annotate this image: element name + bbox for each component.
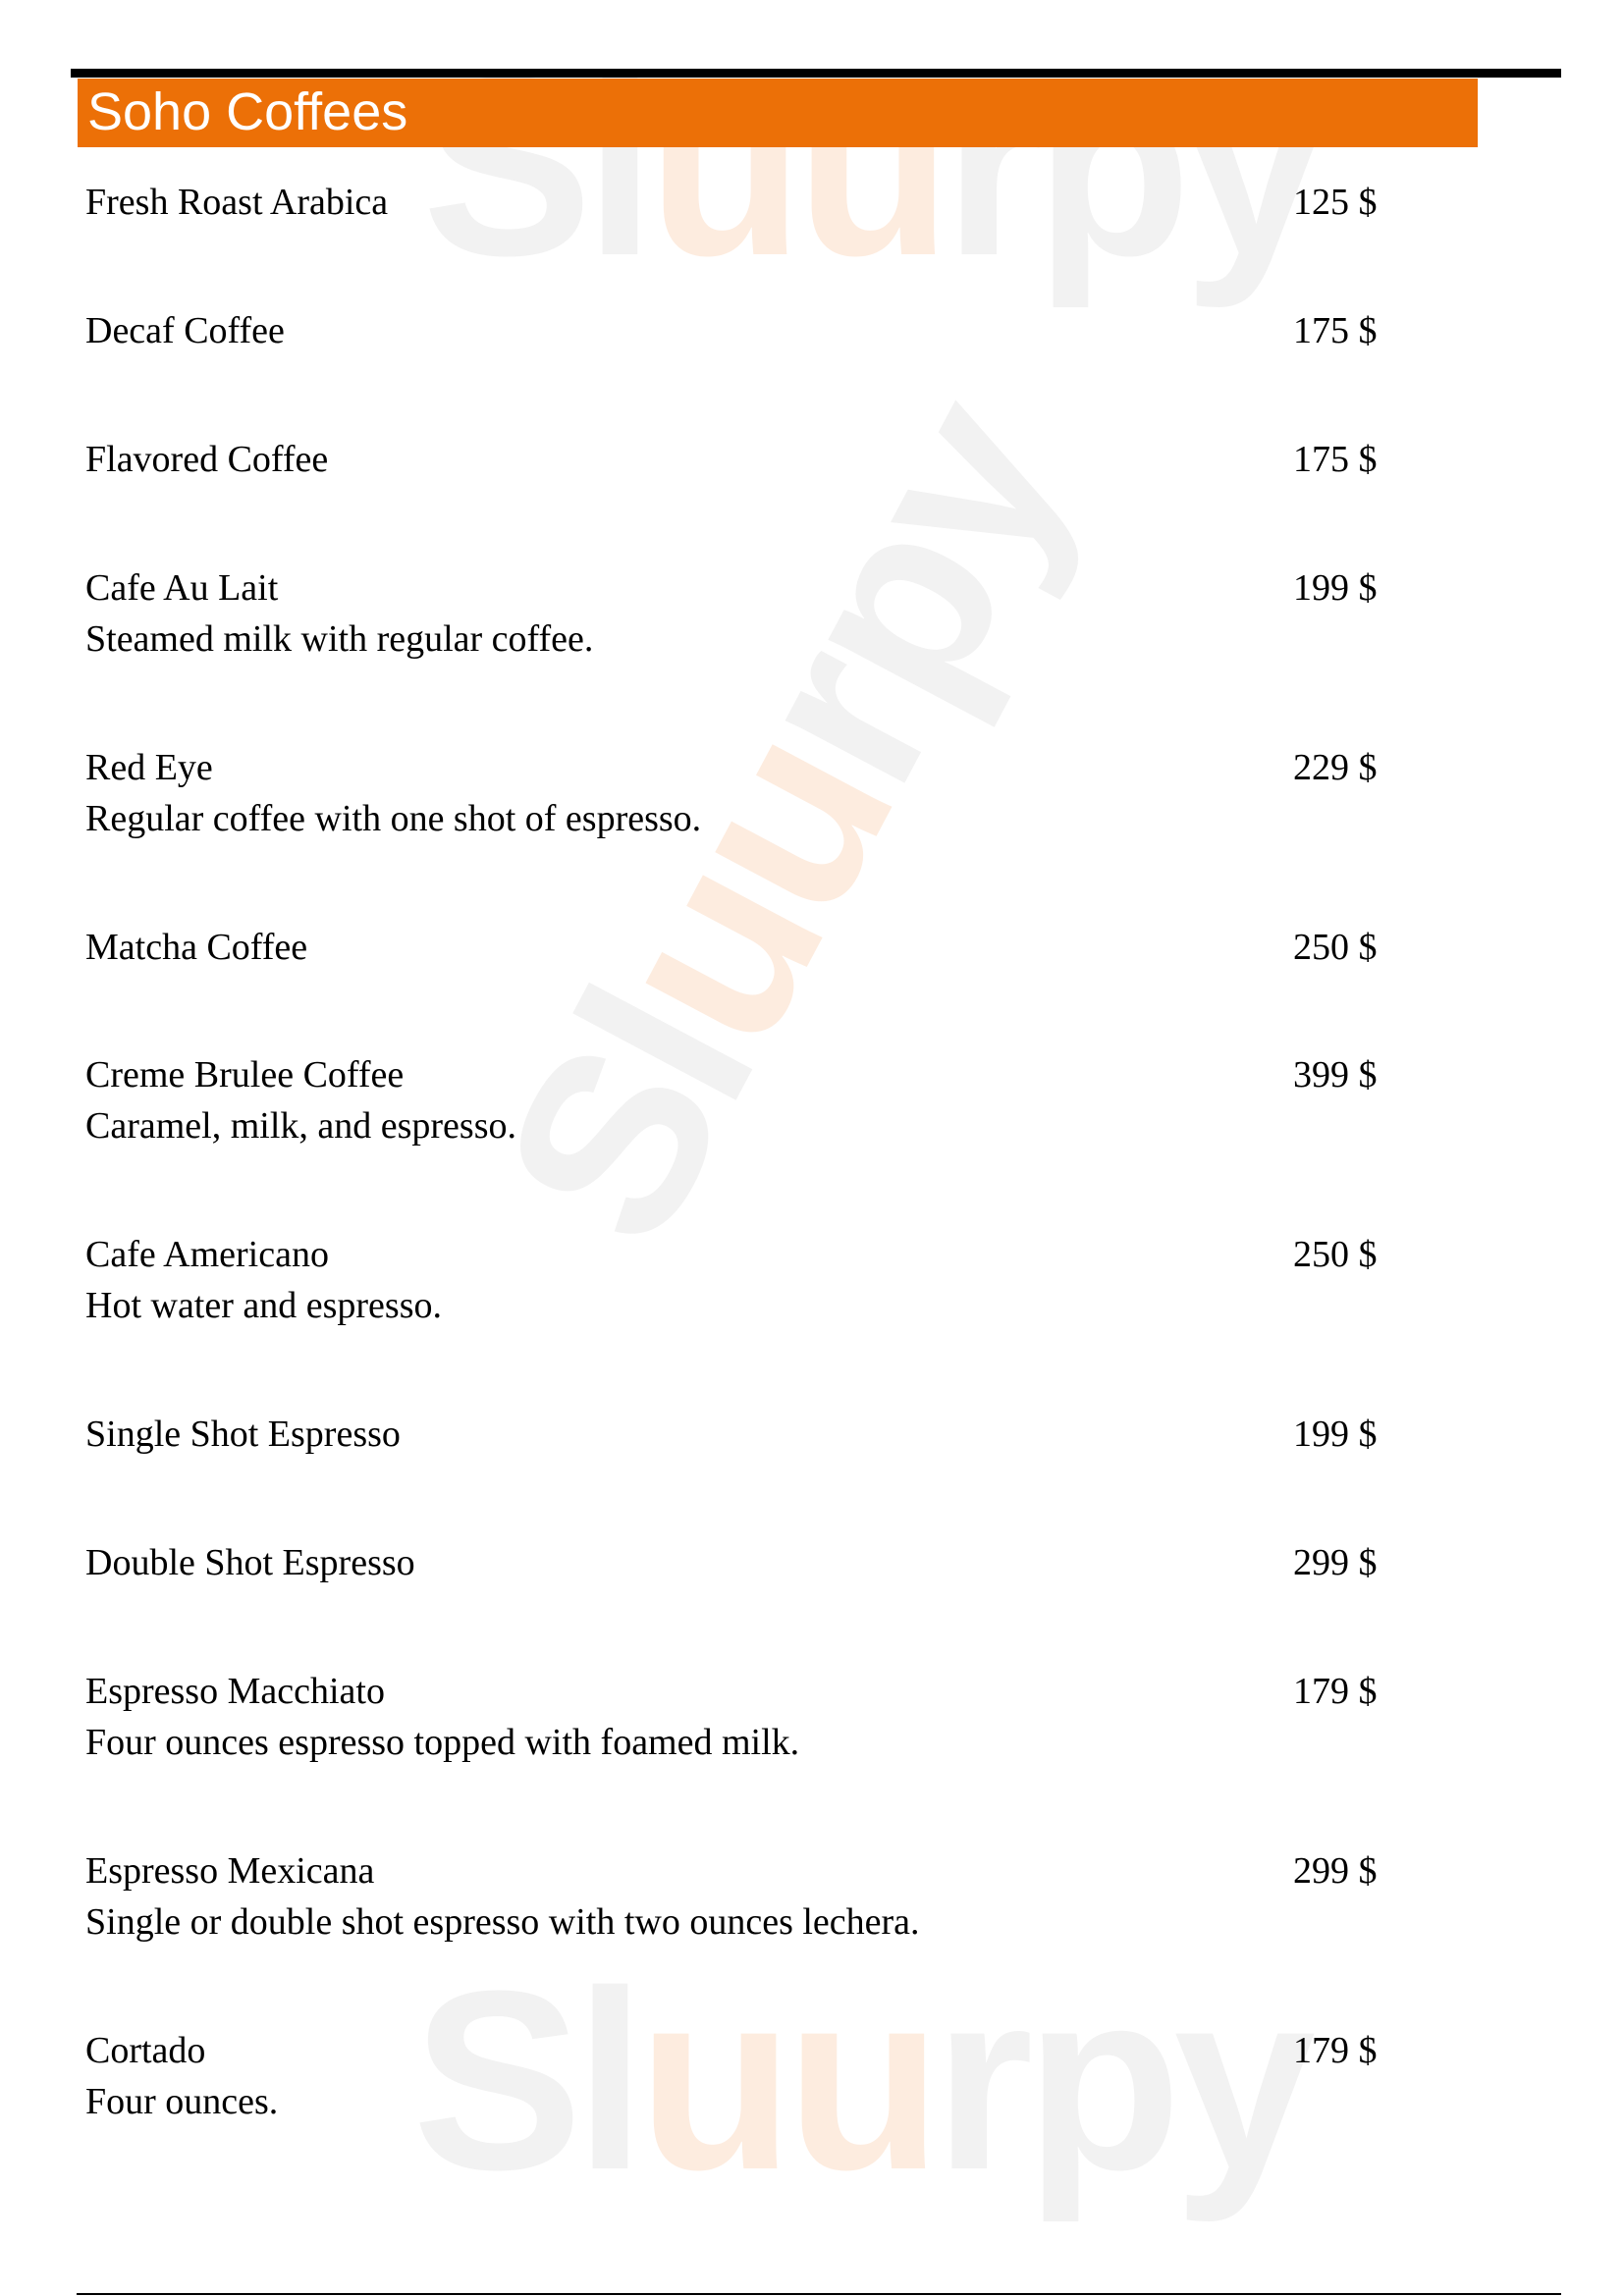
- item-price: 175 $: [1293, 439, 1378, 480]
- item-description: Single or double shot espresso with two ounces lechera.: [85, 1901, 920, 1943]
- item-name: Cortado: [85, 2030, 206, 2071]
- item-name: Cafe Americano: [85, 1234, 329, 1275]
- watermark-logo-middle: Sluurpy: [448, 360, 1120, 1286]
- item-description: Four ounces.: [85, 2081, 279, 2122]
- item-description: Hot water and espresso.: [85, 1285, 443, 1326]
- item-price: 125 $: [1293, 182, 1378, 223]
- item-price: 199 $: [1293, 1414, 1378, 1455]
- item-description: Steamed milk with regular coffee.: [85, 618, 594, 660]
- top-rule: [71, 69, 1561, 78]
- watermark-logo-bottom: Sluurpy: [412, 1939, 1308, 2223]
- item-price: 299 $: [1293, 1542, 1378, 1583]
- item-name: Red Eye: [85, 747, 213, 788]
- item-name: Flavored Coffee: [85, 439, 329, 480]
- item-name: Espresso Macchiato: [85, 1671, 385, 1712]
- item-price: 299 $: [1293, 1850, 1378, 1892]
- item-price: 179 $: [1293, 1671, 1378, 1712]
- item-description: Regular coffee with one shot of espresso.: [85, 798, 702, 839]
- item-description: Caramel, milk, and espresso.: [85, 1105, 517, 1147]
- item-price: 175 $: [1293, 310, 1378, 351]
- item-name: Single Shot Espresso: [85, 1414, 401, 1455]
- watermark-logo-top: Sluurpy: [422, 25, 1318, 309]
- item-description: Four ounces espresso topped with foamed milk.: [85, 1722, 800, 1763]
- item-name: Double Shot Espresso: [85, 1542, 415, 1583]
- item-name: Decaf Coffee: [85, 310, 285, 351]
- item-price: 250 $: [1293, 927, 1378, 968]
- section-title: Soho Coffees: [87, 82, 408, 141]
- item-price: 250 $: [1293, 1234, 1378, 1275]
- item-name: Cafe Au Lait: [85, 567, 279, 609]
- section-header: [78, 79, 1478, 147]
- bottom-rule: [77, 2293, 1561, 2295]
- item-name: Fresh Roast Arabica: [85, 182, 389, 223]
- item-price: 199 $: [1293, 567, 1378, 609]
- item-name: Matcha Coffee: [85, 927, 308, 968]
- item-name: Creme Brulee Coffee: [85, 1054, 405, 1095]
- item-name: Espresso Mexicana: [85, 1850, 375, 1892]
- item-price: 399 $: [1293, 1054, 1378, 1095]
- item-price: 229 $: [1293, 747, 1378, 788]
- item-price: 179 $: [1293, 2030, 1378, 2071]
